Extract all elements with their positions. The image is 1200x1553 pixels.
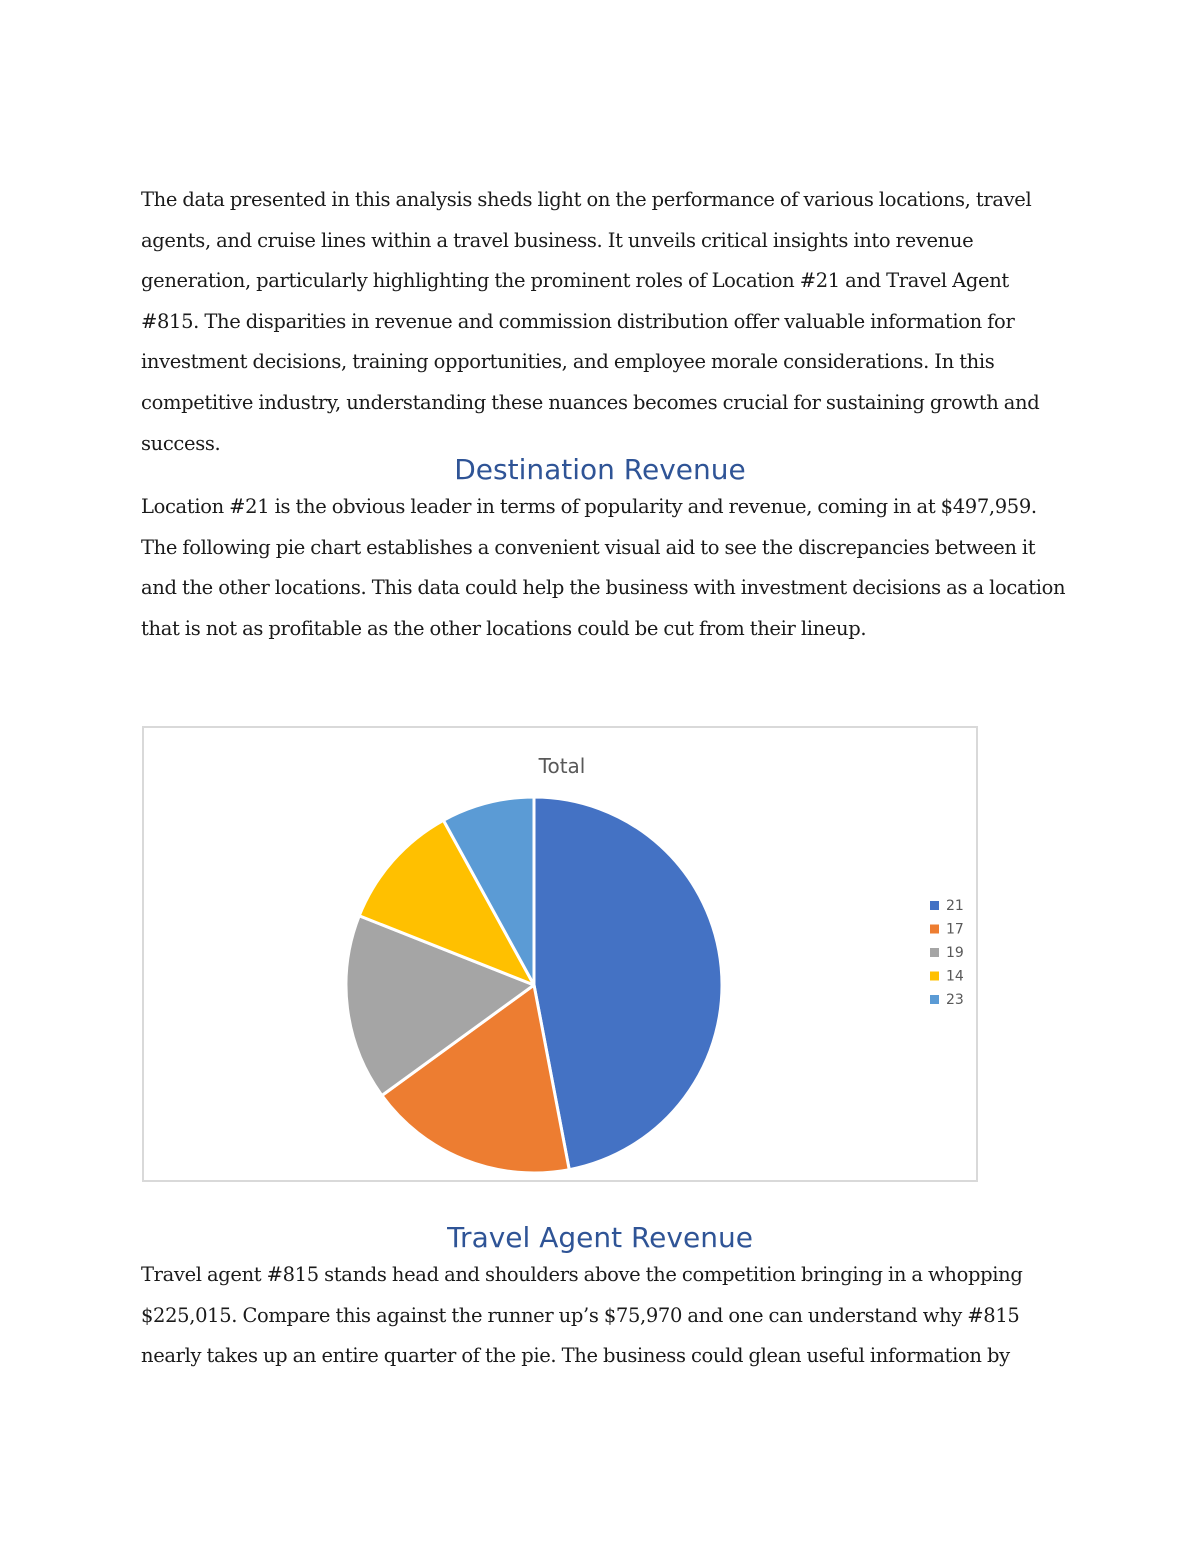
pie-slice-21 — [534, 797, 722, 1170]
pie-slices — [346, 797, 722, 1173]
legend-swatch-19 — [930, 948, 939, 957]
travel-agent-revenue-heading: Travel Agent Revenue — [447, 1221, 753, 1254]
chart-legend — [930, 898, 964, 1008]
chart-title: Total — [538, 754, 586, 778]
travel-agent-paragraph: Travel agent #815 stands head and shoulders above the competition bringing in a whopping $225,015. Compare this against the runner up’s $75,970 and one can understand why #815 nearly takes up an entire quarter of the pie. The business could glean useful information by — [141, 1263, 1023, 1368]
pie-chart-frame — [142, 726, 978, 1182]
legend-label-17: 17 — [946, 921, 964, 938]
legend-swatch-21 — [930, 901, 939, 910]
destination-revenue-heading: Destination Revenue — [454, 453, 746, 486]
legend-label-14: 14 — [946, 968, 964, 985]
destination-paragraph: Location #21 is the obvious leader in terms of popularity and revenue, coming in at $497,959. The following pie chart establishes a convenient visual aid to see the discrepancies between it and the other locations. This data could help the business with investment decisions as a location that is not as profitable as the other locations could be cut from their lineup. — [141, 495, 1066, 640]
intro-paragraph: The data presented in this analysis sheds light on the performance of various locations, travel agents, and cruise lines within a travel business. It unveils critical insights into revenue generation, particularly highlighting the prominent roles of Location #21 and Travel Agent #815. The disparities in revenue and commission distribution offer valuable information for investment decisions, training opportunities, and employee morale considerations. In this competitive industry, understanding these nuances becomes crucial for sustaining growth and success. — [141, 188, 1040, 455]
legend-label-19: 19 — [946, 945, 964, 961]
legend-label-23: 23 — [946, 992, 964, 1008]
legend-swatch-14 — [930, 972, 939, 981]
legend-swatch-17 — [930, 925, 939, 934]
legend-swatch-23 — [930, 995, 939, 1004]
pie-chart — [144, 728, 976, 1180]
legend-label-21: 21 — [946, 898, 964, 914]
